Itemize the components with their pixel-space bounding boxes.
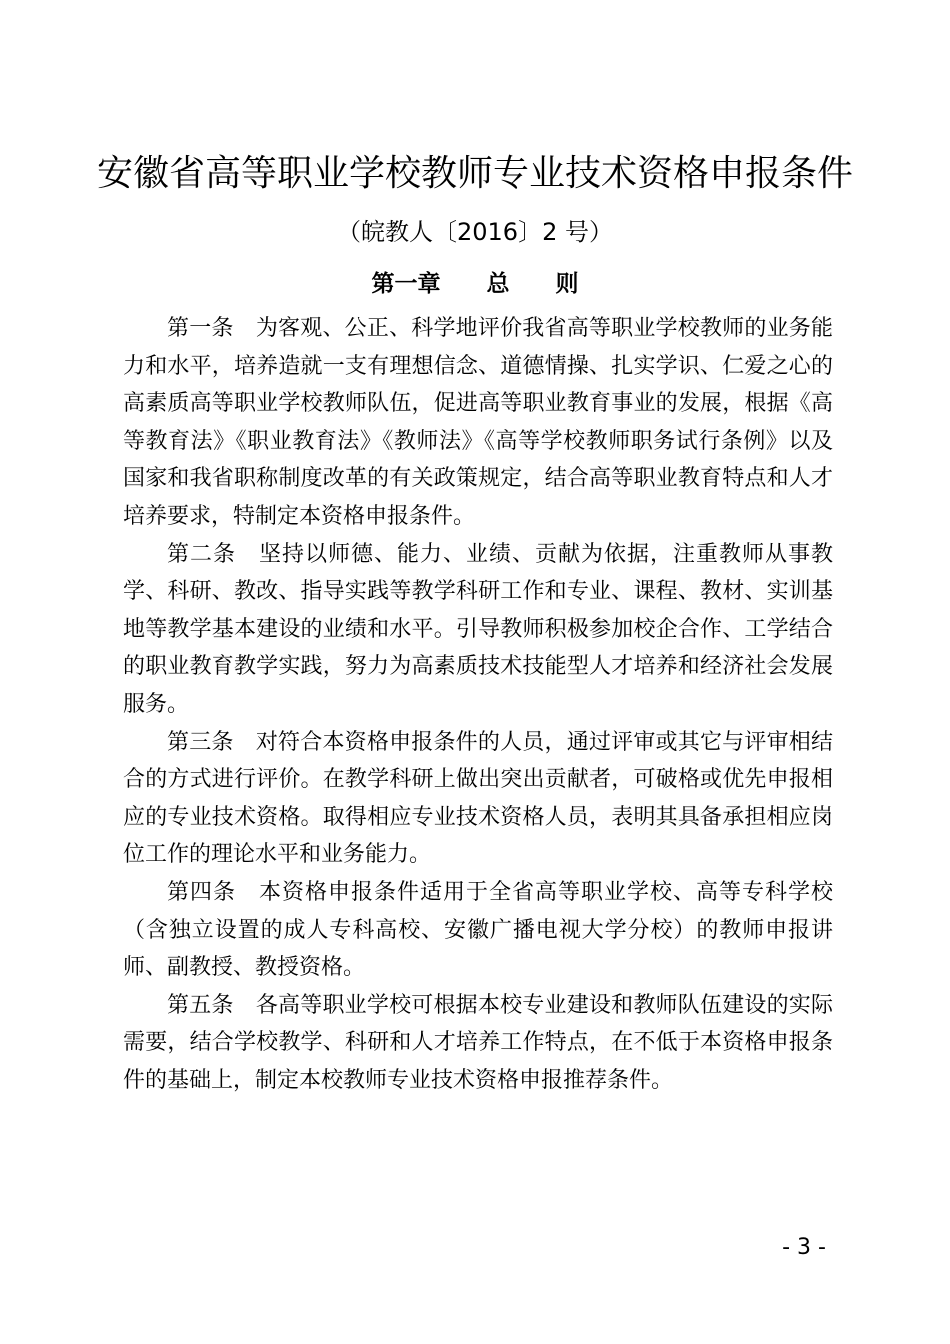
article-label: 第三条 [167,729,256,755]
article-label: 第五条 [167,992,256,1018]
article-text: 坚持以师德、能力、业绩、贡献为依据，注重教师从事教学、科研、教改、指导实践等教学科研工作和专业、课程、教材、实训基地等教学基本建设的业绩和水平。引导教师积极参加校企合作、工学结合的职业教育教学实践，努力为高素质技术技能型人才培养和经济社会发展服务。 [123,541,833,717]
document-number: （皖教人〔2016〕2 号） [337,218,613,246]
article-1 [123,310,833,536]
article-label: 第二条 [167,541,259,567]
article-text: 对符合本资格申报条件的人员，通过评审或其它与评审相结合的方式进行评价。在教学科研上做出突出贡献者，可破格或优先申报相应的专业技术资格。取得相应专业技术资格人员，表明其具备承担相应岗位工作的理论水平和业务能力。 [123,729,833,868]
article-label: 第一条 [167,316,256,341]
article-label: 第四条 [167,879,259,905]
document-body [123,310,833,1099]
article-text: 为客观、公正、科学地评价我省高等职业学校教师的业务能力和水平，培养造就一支有理想信念、道德情操、扎实学识、仁爱之心的高素质高等职业学校教师队伍，促进高等职业教育事业的发展，根据《高等教育法》《职业教育法》《教师法》《高等学校教师职务试行条例》以及国家和我省职称制度改革的有关政策规定，结合高等职业教育特点和人才培养要求，特制定本资格申报条件。 [123,316,833,529]
chapter-heading: 第一章 总 则 [371,271,579,297]
article-4 [123,874,833,987]
article-text: 各高等职业学校可根据本校专业建设和教师队伍建设的实际需要，结合学校教学、科研和人才培养工作特点，在不低于本资格申报条件的基础上，制定本校教师专业技术资格申报推荐条件。 [123,992,833,1093]
page-number: - 3 - [782,1235,826,1260]
article-text: 本资格申报条件适用于全省高等职业学校、高等专科学校（含独立设置的成人专科高校、安徽广播电视大学分校）的教师申报讲师、副教授、教授资格。 [123,879,833,981]
document-title: 安徽省高等职业学校教师专业技术资格申报条件 [96,153,853,194]
article-5 [123,987,833,1100]
article-3 [123,724,833,874]
article-2 [123,536,833,724]
